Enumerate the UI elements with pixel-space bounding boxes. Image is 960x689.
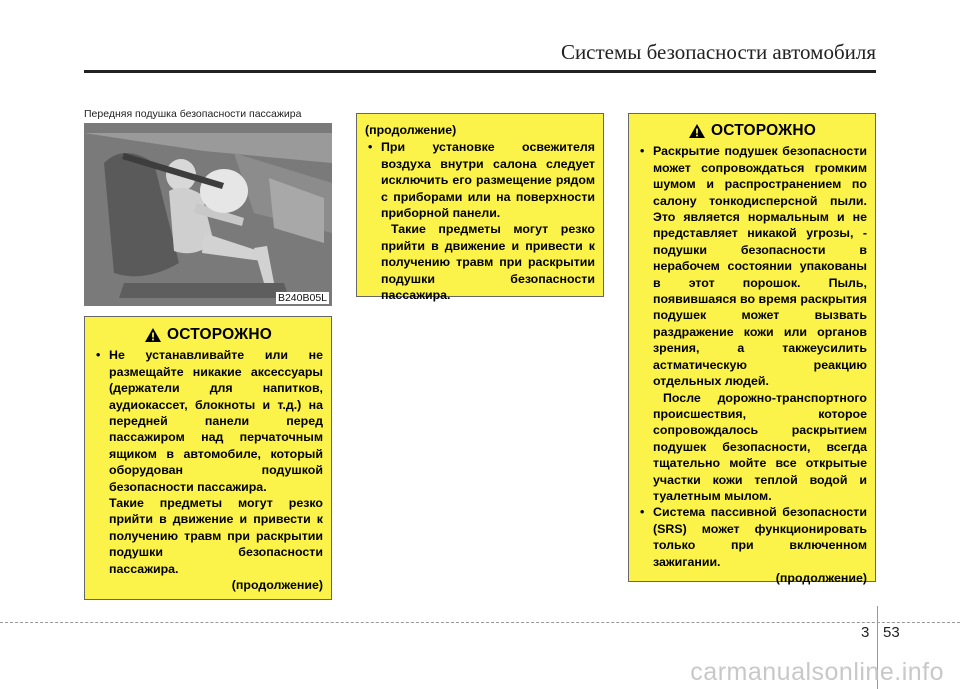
warning-bullet: • Раскрытие подушек безопасности может сопровождаться громким шумом и распространением по салону тонкодисперсной пыли. Это является нормальным и не представляет никакой угрозы, - подушки безопасности в нерабочем состоянии упакованы в этот порошок. Пыль, появившаяся во время раскрытия подушек может вызвать раздражение кожи или органов зрения, а такжеусилить астматическую реакцию отдельных людей. — [637, 143, 867, 389]
warning-bullet: • Не устанавливайте или не размещайте никакие аксессуары (держатели для напитков, аудиокассет, блокноты и т.д.) на передней панели перед пассажиром над перчаточным ящиком в автомобиле, который оборудован подушкой безопасности пассажира. — [93, 347, 323, 495]
warning-title: ОСТОРОЖНО — [166, 326, 273, 343]
warning-heading — [93, 327, 323, 343]
warning-box-right — [628, 113, 876, 585]
header-rule — [84, 70, 876, 73]
warning-paragraph: Такие предметы могут резко прийти в движение и привести к получению травм при раскрытии подушки безопасности пассажира. — [109, 496, 323, 576]
continued-label: (продолжение) — [231, 578, 323, 593]
warning-paragraph: После дорожно-транспортного происшествия, которое сопровождалось раскрытием подушек безопасности, всегда тщательно мойте все открытые участки кожи теплой водой и туалетным мылом. — [653, 390, 867, 503]
warning-heading — [637, 123, 867, 139]
warning-paragraph: Такие предметы могут резко прийти в движение и привести к получению травм при раскрытии подушки безопасности пассажира. — [381, 222, 595, 303]
airbag-illustration — [84, 123, 332, 306]
watermark: carmanualsonline.info — [690, 658, 944, 686]
figure-caption: Передняя подушка безопасности пассажира — [84, 108, 302, 120]
chapter-number: 3 — [861, 624, 870, 641]
warning-box-middle — [356, 113, 604, 303]
footer-divider — [0, 622, 960, 623]
warning-triangle-icon — [144, 327, 162, 343]
warning-title: ОСТОРОЖНО — [710, 122, 817, 139]
airbag-illustration-drawing — [84, 123, 332, 306]
page-number: 53 — [883, 624, 900, 641]
continued-label: (продолжение) — [775, 570, 867, 585]
warning-bullet: • При установке освежителя воздуха внутри салона следует исключить его размещение рядом с приборами или на поверхности приборной панели. — [365, 139, 595, 221]
warning-box-left — [84, 316, 332, 600]
figure-code: B240B05L — [277, 292, 327, 304]
page-header-title: Системы безопасности автомобиля — [560, 40, 876, 64]
warning-bullet: • Система пассивной безопасности (SRS) может функционировать только при включенном зажигании. — [637, 504, 867, 570]
continued-heading: (продолжение) — [365, 123, 457, 137]
warning-triangle-icon — [688, 123, 706, 139]
